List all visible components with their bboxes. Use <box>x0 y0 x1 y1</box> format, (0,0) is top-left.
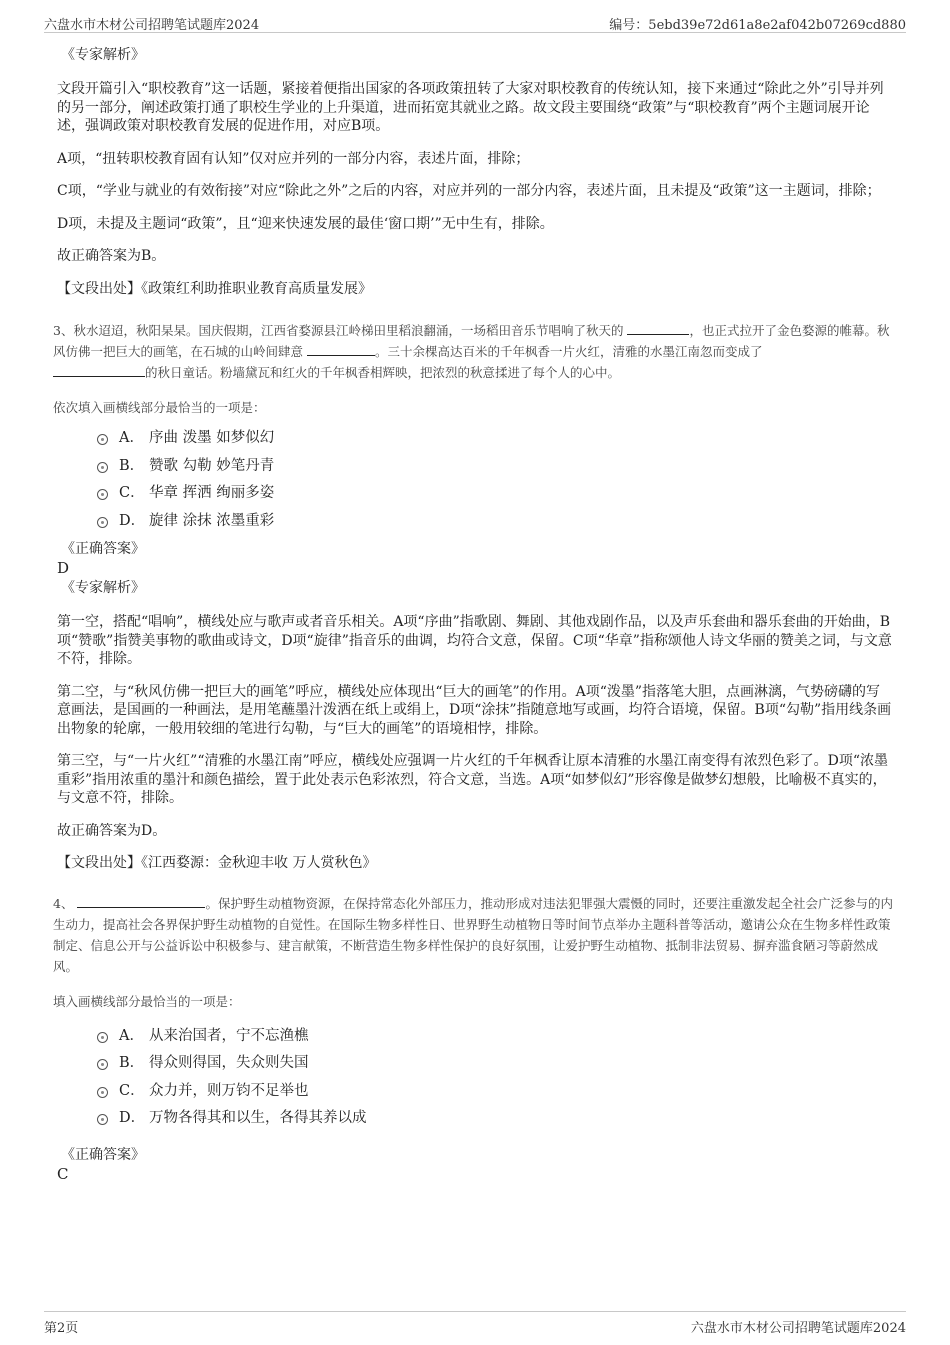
stem-text: 的秋日童话。粉墙黛瓦和红火的千年枫香相辉映，把浓烈的秋意揉进了每个人的心中。 <box>145 365 621 380</box>
option-d[interactable]: D． 旋律 涂抹 浓墨重彩 <box>57 511 893 539</box>
radio-button-icon[interactable] <box>97 489 108 500</box>
stem-text: 。保护野生动植物资源，在保持常态化外部压力，推动形成对违法犯罪强大震慑的同时，还要注重激发起全社会广泛参与的内生动力，提高社会各界保护野生动植物的自觉性。在国际生物多样性日、世界野生动植物日等时间节点举办主题科普等活动，邀请公众在生物多样性政策制定、信息公开与公益诉讼中积极参与、建言献策，不断营造生物多样性保护的良好氛围，让爱护野生动植物、抵制非法贸易、摒弃滥食陋习等蔚然成风。 <box>53 895 893 974</box>
option-b[interactable]: B． 得众则得国，失众则失国 <box>57 1053 893 1081</box>
option-b[interactable]: B． 赞歌 勾勒 妙笔丹青 <box>57 456 893 484</box>
stem-text: ，也正式拉开了金色婺源的帷幕。秋风仿佛一把巨大的画笔，在石城的山岭间肆意 <box>53 323 890 359</box>
radio-button-icon[interactable] <box>97 434 108 445</box>
option-list <box>57 428 893 538</box>
option-a[interactable]: A． 从来治国者，宁不忘渔樵 <box>57 1026 893 1054</box>
analysis-paragraph: 第一空，搭配“唱响”，横线处应与歌声或者音乐相关。A项“序曲”指歌剧、舞剧、其他戏剧作品，以及声乐套曲和器乐套曲的开始曲，B项“赞歌”指赞美事物的歌曲或诗文，D项“旋律”指音乐的曲调，均符合文意，保留。C项“华章”指称颂他人诗文华丽的赞美之词，与文意不符，排除。 <box>57 614 892 667</box>
option-c[interactable]: C． 众力并，则万钧不足举也 <box>57 1081 893 1109</box>
question-stem <box>53 320 893 383</box>
radio-button-icon[interactable] <box>97 1059 108 1070</box>
stem-text: 4、 <box>53 895 74 911</box>
radio-button-icon[interactable] <box>97 1032 108 1043</box>
page-number: 第2页 <box>44 1321 79 1336</box>
answer-value: C <box>57 1164 69 1183</box>
blank-line <box>77 895 205 908</box>
analysis-label: 《专家解析》 <box>61 47 145 63</box>
question-prompt: 填入画横线部分最恰当的一项是： <box>53 993 241 1009</box>
radio-button-icon[interactable] <box>97 1114 108 1125</box>
answer-label: 《正确答案》 <box>61 1146 145 1163</box>
answer-label: 《正确答案》 <box>61 541 145 557</box>
stem-text: 。三十余棵高达百米的千年枫香一片火红，清雅的水墨江南忽而变成了 <box>375 344 763 359</box>
stem-text: 3、秋水迢迢，秋阳杲杲。国庆假期，江西省婺源县江岭梯田里稻浪翻涌，一场稻田音乐节唱响了秋天的 <box>53 323 624 338</box>
header-title: 六盘水市木材公司招聘笔试题库2024 <box>44 18 260 33</box>
header-serial-number: 编号：5ebd39e72d61a8e2af042b07269cd880 <box>609 18 906 33</box>
footer-title: 六盘水市木材公司招聘笔试题库2024 <box>690 1321 906 1336</box>
option-d[interactable]: D． 万物各得其和以生，各得其养以成 <box>57 1108 893 1136</box>
analysis-paragraph: 第二空，与“秋风仿佛一把巨大的画笔”呼应，横线处应体现出“巨大的画笔”的作用。A项“泼墨”指落笔大胆，点画淋漓，气势磅礴的写意画法，是国画的一种画法，是用笔蘸墨汁泼洒在纸上或绢上，D项“涂抹”指随意地写或画，均符合语境，保留。B项“勾勒”指用线条画出物象的轮廓，一般用较细的笔进行勾勒，与“巨大的画笔”的语境相悖，排除。 <box>57 683 892 737</box>
radio-button-icon[interactable] <box>97 1087 108 1098</box>
source-citation: 【文段出处】《政策红利助推职业教育高质量发展》 <box>57 280 372 297</box>
question-stem <box>53 893 893 977</box>
analysis-paragraph: D项，未提及主题词“政策”，且“迎来快速发展的最佳‘窗口期’”无中生有，排除。 <box>57 215 554 232</box>
option-a[interactable]: A． 序曲 泼墨 如梦似幻 <box>57 428 893 456</box>
blank-line <box>53 364 145 377</box>
blank-line <box>307 343 375 356</box>
conclusion: 故正确答案为D。 <box>57 822 167 839</box>
analysis-paragraph: A项，“扭转职校教育固有认知”仅对应并列的一部分内容，表述片面，排除； <box>57 150 530 167</box>
option-c[interactable]: C． 华章 挥洒 绚丽多姿 <box>57 483 893 511</box>
analysis-paragraph: C项，“学业与就业的有效衔接”对应“除此之外”之后的内容，对应并列的一部分内容，表述片面，且未提及“政策”这一主题词，排除； <box>57 183 881 199</box>
analysis-paragraph: 第三空，与“一片火红”“清雅的水墨江南”呼应，横线处应强调一片火红的千年枫香让原本清雅的水墨江南变得有浓烈色彩了。D项“浓墨重彩”指用浓重的墨汁和颜色描绘，置于此处表示色彩浓烈，符合文意，当选。A项“如梦似幻”形容像是做梦幻想般，比喻极不真实的，与文意不符，排除。 <box>57 753 889 806</box>
question-prompt: 依次填入画横线部分最恰当的一项是： <box>53 400 266 415</box>
conclusion: 故正确答案为B。 <box>57 248 166 264</box>
blank-line <box>627 322 689 335</box>
answer-value: D <box>57 559 70 577</box>
analysis-paragraph: 文段开篇引入“职校教育”这一话题，紧接着便指出国家的各项政策扭转了大家对职校教育的传统认知，接下来通过“除此之外”引导并列的另一部分，阐述政策打通了职校生学业的上升渠道，进而拓宽其就业之路。故文段主要围绕“政策”与“职校教育”两个主题词展开论述，强调政策对职校教育发展的促进作用，对应B项。 <box>57 81 884 134</box>
page-footer <box>44 1311 906 1334</box>
page-content <box>53 46 893 1183</box>
analysis-label: 《专家解析》 <box>61 580 145 596</box>
radio-button-icon[interactable] <box>97 462 108 473</box>
page-header <box>44 12 906 33</box>
radio-button-icon[interactable] <box>97 517 108 528</box>
option-list <box>57 1026 893 1136</box>
source-citation: 【文段出处】《江西婺源：金秋迎丰收 万人赏秋色》 <box>57 855 377 871</box>
